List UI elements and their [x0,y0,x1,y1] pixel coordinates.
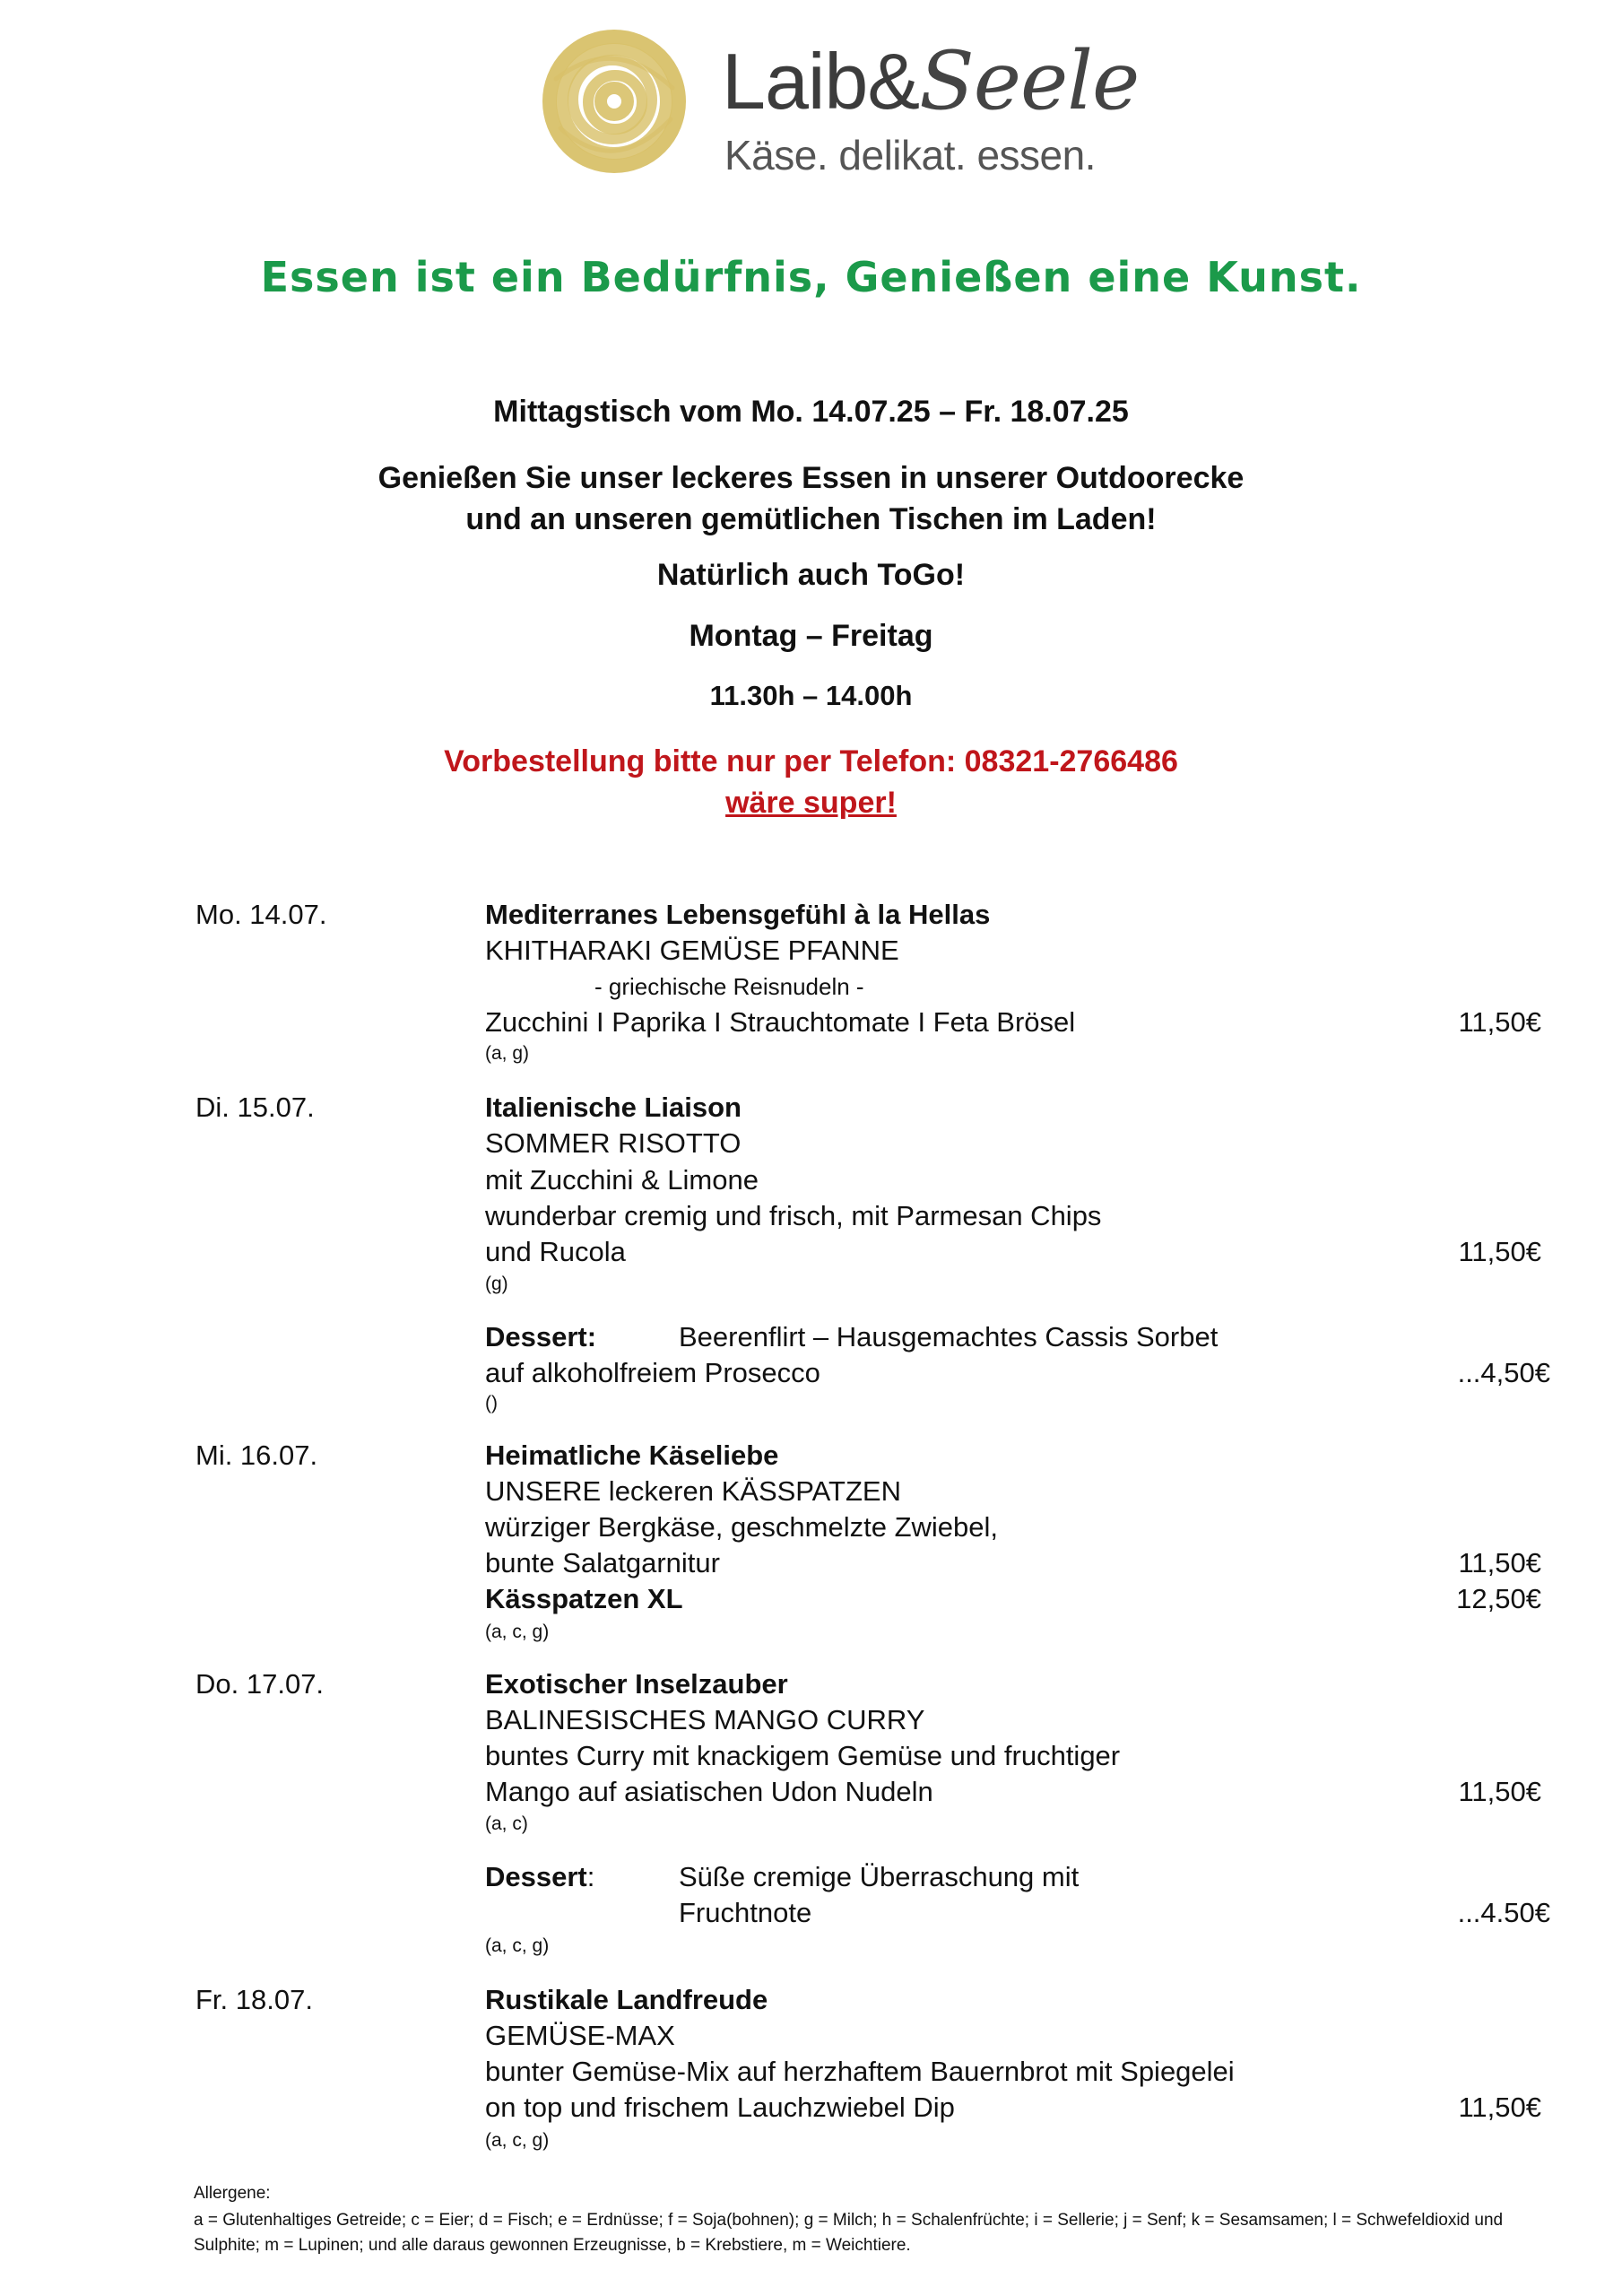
dish-price: 11,50€ [1458,1547,1541,1578]
dessert-description: Fruchtnote [679,1897,812,1928]
dish-xl: Kässpatzen XL [485,1583,683,1614]
dish-price: 11,50€ [1458,1006,1541,1038]
dish-allergens: (a, g) [485,1043,530,1064]
allergen-legend-title: Allergene: [194,2184,271,2203]
dish-subtitle: - griechische Reisnudeln - [594,973,864,1000]
opening-days: Montag – Freitag [689,619,933,653]
preorder-phone: Vorbestellung bitte nur per Telefon: 08321-2766486 [444,744,1178,778]
dish-description: bunter Gemüse-Mix auf herzhaftem Bauernbrot mit Spiegelei [485,2056,1235,2087]
dish-theme: Italienische Liaison [485,1091,742,1123]
dessert-name: Beerenflirt – Hausgemachtes Cassis Sorbet [679,1321,1219,1352]
allergen-legend-text: a = Glutenhaltiges Getreide; c = Eier; d = Fisch; e = Erdnüsse; f = Soja(bohnen); g = Milch; h = Schalenfrüchte; i = Sellerie; j = Senf; k = Sesamsamen; l = Schwefeldioxid und Sulphite; m = Lupinen; und alle daraus gewonnen Erzeugnisse, b = Krebstiere, m = Weichtiere. [194,2211,1504,2255]
logo-tagline: Käse. delikat. essen. [724,132,1096,178]
dish-price: 11,50€ [1458,1236,1541,1267]
intro-line-1: Genießen Sie unser leckeres Essen in unserer Outdoorecke [377,461,1245,495]
dish-allergens: (g) [485,1274,508,1294]
dessert-label-text: Dessert [485,1861,587,1892]
preorder-super: wäre super! [725,786,897,820]
dish-allergens: (a, c, g) [485,1622,550,1642]
dish-name: KHITHARAKI GEMÜSE PFANNE [485,935,899,966]
dish-description: Mango auf asiatischen Udon Nudeln [485,1776,933,1807]
dish-name: BALINESISCHES MANGO CURRY [485,1704,925,1735]
dish-description: mit Zucchini & Limone [485,1164,759,1196]
motto: Essen ist ein Bedürfnis, Genießen eine Kunst. [260,253,1362,301]
day-label: Do. 17.07. [195,1668,325,1700]
dish-description: Zucchini I Paprika I Strauchtomate I Feta Brösel [485,1006,1076,1038]
dish-allergens: (a, c, g) [485,2130,550,2151]
logo [529,25,1140,178]
day-label: Mo. 14.07. [195,899,327,930]
togo-text: Natürlich auch ToGo! [656,558,966,592]
dish-name: SOMMER RISOTTO [485,1127,742,1159]
dish-price: 11,50€ [1458,2092,1541,2123]
logo-name-part1: Laib [722,37,868,126]
dish-description: on top und frischem Lauchzwiebel Dip [485,2092,955,2123]
logo-circle-icon [529,25,699,178]
dish-description: und Rucola [485,1236,626,1267]
dish-name: UNSERE leckeren KÄSSPATZEN [485,1475,901,1507]
dessert-price: ...4.50€ [1457,1897,1550,1928]
day-label: Di. 15.07. [195,1091,315,1123]
dish-theme: Rustikale Landfreude [485,1984,768,2015]
preorder-notice [0,741,1622,823]
logo-ampersand: & [867,37,920,126]
dish-theme: Exotischer Inselzauber [485,1668,788,1700]
dessert-label: Dessert: [485,1321,597,1352]
day-label: Mi. 16.07. [195,1439,318,1471]
dish-description: bunte Salatgarnitur [485,1547,720,1578]
dish-name: GEMÜSE-MAX [485,2020,675,2051]
dessert-price: ...4,50€ [1457,1357,1550,1388]
logo-name [722,34,1140,128]
dish-description: wunderbar cremig und frisch, mit Parmesan Chips [485,1200,1102,1231]
dessert-label-colon: : [586,1861,595,1892]
dish-xl-price: 12,50€ [1456,1583,1541,1614]
dish-allergens: (a, c) [485,1813,528,1834]
day-label: Fr. 18.07. [195,1984,313,2015]
logo-name-part2: Seele [919,34,1140,128]
dessert-allergens: (a, c, g) [485,1935,550,1956]
intro-line-2: und an unseren gemütlichen Tischen im Laden! [465,502,1157,536]
dessert-name: Süße cremige Überraschung mit [679,1861,1080,1892]
dish-theme: Heimatliche Käseliebe [485,1439,779,1471]
menu-title: Mittagstisch vom Mo. 14.07.25 – Fr. 18.07.25 [493,395,1129,429]
dish-price: 11,50€ [1458,1776,1541,1807]
dessert-description: auf alkoholfreiem Prosecco [485,1357,820,1388]
dessert-label [485,1861,594,1893]
dessert-allergens: () [485,1393,498,1413]
dish-description: würziger Bergkäse, geschmelzte Zwiebel, [485,1511,999,1543]
opening-hours: 11.30h – 14.00h [709,680,913,711]
dish-description: buntes Curry mit knackigem Gemüse und fruchtiger [485,1740,1121,1771]
intro-text [0,457,1622,540]
dish-theme: Mediterranes Lebensgefühl à la Hellas [485,899,991,930]
